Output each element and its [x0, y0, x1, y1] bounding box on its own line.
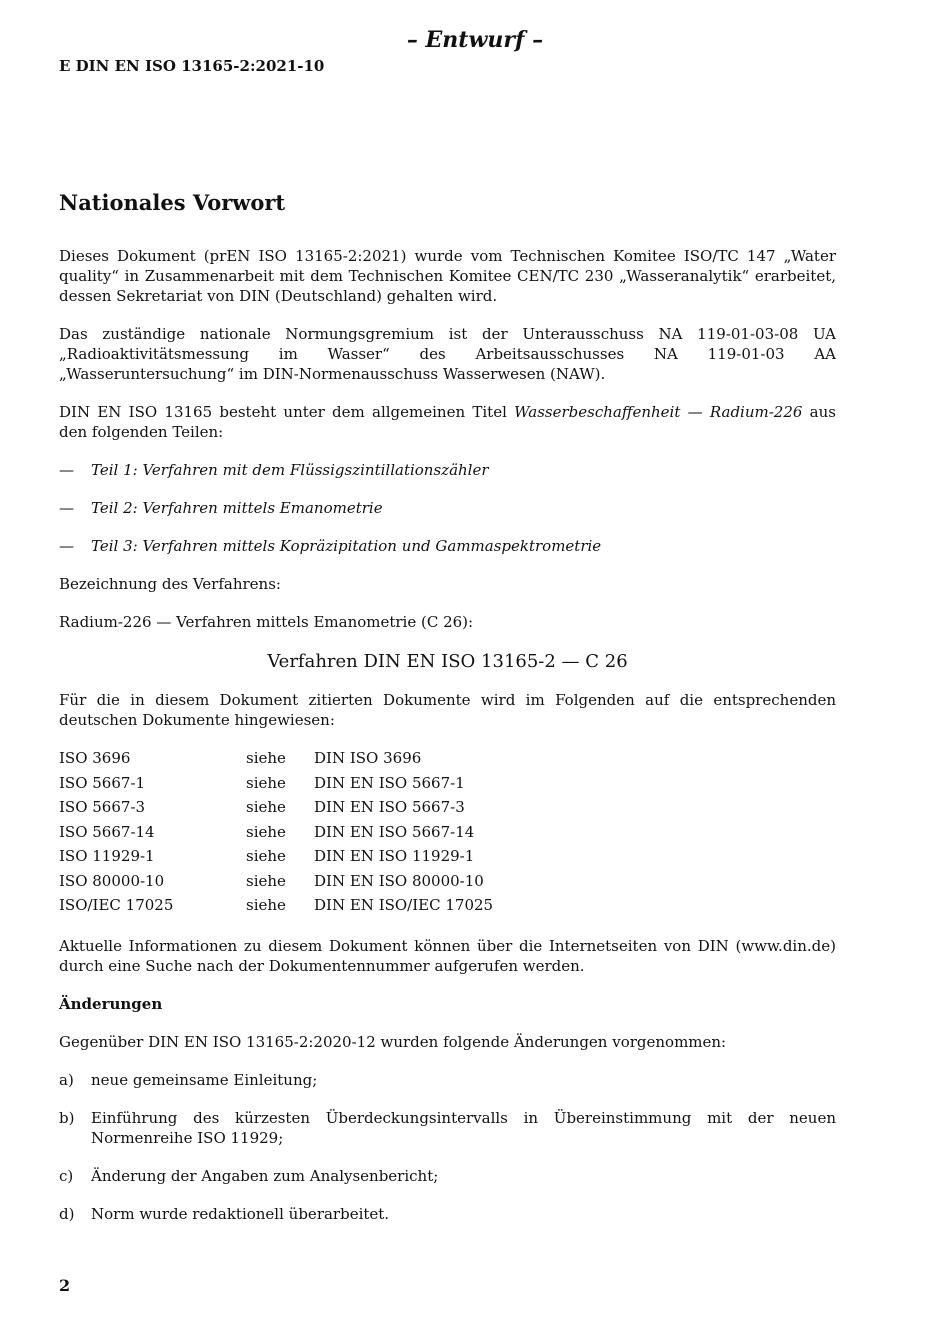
- change-item: [59, 1070, 836, 1090]
- info-paragraph: Aktuelle Informationen zu diesem Dokument können über die Internetseiten von DIN (www.din.de) durch eine Suche nach der Dokumentennummer aufgerufen werden.: [59, 936, 836, 975]
- part-list-item: [59, 460, 836, 480]
- changes-heading: Änderungen: [59, 994, 163, 1013]
- change-item: [59, 1204, 836, 1224]
- table-row: [59, 748, 493, 773]
- table-row: [59, 846, 493, 871]
- change-label: d): [59, 1204, 75, 1223]
- part-list-item: [59, 498, 836, 518]
- references-intro: Für die in diesem Dokument zitierten Dokumente wird im Folgenden auf die entsprechenden deutschen Dokumente hingewiesen:: [59, 691, 836, 729]
- paragraph-series-intro: [59, 402, 836, 442]
- table-row: [59, 773, 493, 798]
- din-reference: DIN EN ISO 5667-1: [314, 773, 465, 792]
- change-item: [59, 1108, 836, 1148]
- iso-reference: ISO 5667-14: [59, 822, 155, 841]
- change-text: Einführung des kürzesten Überdeckungsintervalls in Übereinstimmung mit der neuen Normenreihe ISO 11929;: [91, 1108, 836, 1147]
- table-row: [59, 895, 493, 920]
- designation-line: Radium-226 — Verfahren mittels Emanometrie (C 26):: [59, 613, 474, 631]
- change-text: Norm wurde redaktionell überarbeitet.: [91, 1204, 390, 1223]
- iso-reference: ISO 5667-3: [59, 798, 146, 816]
- dash-marker: —: [59, 537, 74, 555]
- table-row: [59, 797, 493, 822]
- references-table: [59, 748, 493, 920]
- iso-reference: ISO 5667-1: [59, 773, 146, 792]
- change-item: [59, 1166, 836, 1186]
- part-list-item: [59, 536, 836, 556]
- paragraph-standards-body: Das zuständige nationale Normungsgremium ist der Unterausschuss NA 119-01-03-08 UA „Radioaktivitätsmessung im Wasser“ des Arbeitsausschusses NA 119-01-03 AA „Wasseruntersuchung“ im DIN-Normenausschuss Wasserwesen (NAW).: [59, 325, 836, 383]
- see-label: siehe: [246, 773, 286, 792]
- din-reference: DIN EN ISO 5667-3: [314, 798, 465, 816]
- din-reference: DIN EN ISO 5667-14: [314, 822, 475, 841]
- iso-reference: ISO 11929-1: [59, 847, 155, 865]
- see-label: siehe: [246, 749, 286, 767]
- draft-label: – Entwurf –: [406, 27, 544, 53]
- see-label: siehe: [246, 871, 286, 890]
- iso-reference: ISO/IEC 17025: [59, 896, 174, 914]
- dash-marker: —: [59, 461, 74, 479]
- paragraph-committee: Dieses Dokument (prEN ISO 13165-2:2021) wurde vom Technischen Komitee ISO/TC 147 „Water quality“ in Zusammenarbeit mit dem Technischen Komitee CEN/TC 230 „Wasseranalytik“ erarbeitet, dessen Sekretariat von DIN (Deutschland) gehalten wird.: [59, 247, 836, 305]
- document-id: E DIN EN ISO 13165-2:2021-10: [59, 57, 325, 75]
- table-row: [59, 871, 493, 896]
- changes-intro: Gegenüber DIN EN ISO 13165-2:2020-12 wurden folgende Änderungen vorgenommen:: [59, 1032, 727, 1051]
- din-reference: DIN EN ISO 80000-10: [314, 871, 484, 890]
- section-title: Nationales Vorwort: [59, 190, 286, 215]
- change-text: Änderung der Angaben zum Analysenbericht;: [91, 1166, 439, 1185]
- din-reference: DIN ISO 3696: [314, 749, 422, 767]
- series-intro-before: DIN EN ISO 13165 besteht unter dem allgemeinen Titel: [59, 403, 515, 421]
- part-title: Teil 3: Verfahren mittels Kopräzipitation und Gammaspektrometrie: [91, 537, 602, 555]
- iso-reference: ISO 3696: [59, 749, 131, 767]
- change-label: c): [59, 1166, 74, 1185]
- designation-label: Bezeichnung des Verfahrens:: [59, 575, 281, 593]
- part-title: Teil 1: Verfahren mit dem Flüssigszintillationszähler: [91, 461, 489, 479]
- foreword-section: [59, 190, 836, 1242]
- series-title: Wasserbeschaffenheit — Radium-226: [514, 403, 803, 421]
- see-label: siehe: [246, 798, 286, 816]
- page-number: 2: [59, 1276, 71, 1295]
- change-text: neue gemeinsame Einleitung;: [91, 1070, 318, 1089]
- change-label: a): [59, 1070, 74, 1089]
- dash-marker: —: [59, 499, 74, 517]
- see-label: siehe: [246, 847, 286, 865]
- series-intro-after: aus den folgenden Teilen:: [59, 403, 836, 441]
- see-label: siehe: [246, 822, 286, 841]
- designation-code: Verfahren DIN EN ISO 13165-2 — C 26: [267, 651, 628, 672]
- din-reference: DIN EN ISO/IEC 17025: [314, 896, 494, 914]
- part-title: Teil 2: Verfahren mittels Emanometrie: [91, 499, 383, 517]
- change-label: b): [59, 1108, 75, 1127]
- see-label: siehe: [246, 896, 286, 914]
- din-reference: DIN EN ISO 11929-1: [314, 847, 475, 865]
- iso-reference: ISO 80000-10: [59, 871, 165, 890]
- table-row: [59, 822, 493, 847]
